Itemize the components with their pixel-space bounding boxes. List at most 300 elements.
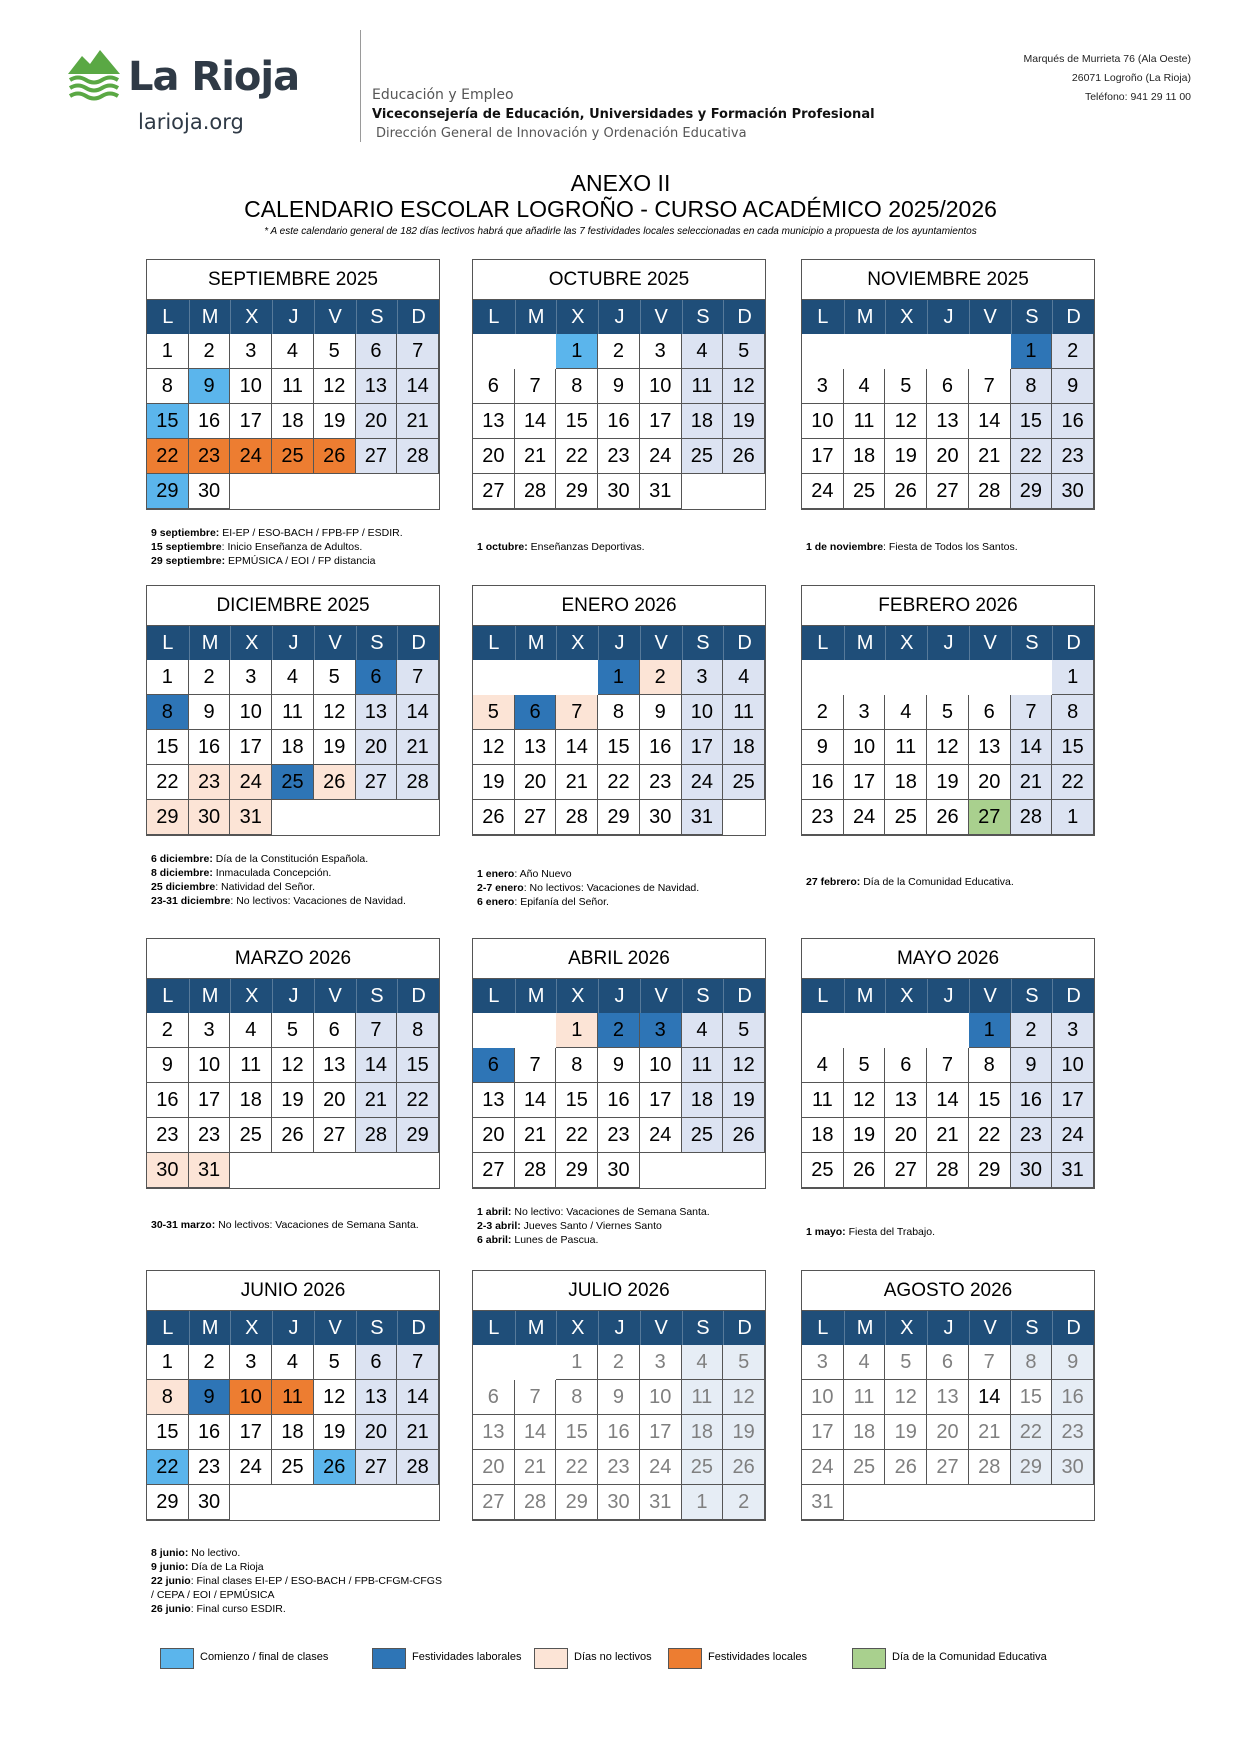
weekday-header [473, 626, 765, 660]
weekday-label: S [682, 300, 724, 334]
note-text: No lectivo: Vacaciones de Semana Santa. [511, 1206, 710, 1218]
day-cell: 4 [682, 1345, 724, 1380]
day-cell: 17 [230, 730, 272, 765]
day-cell: 7 [515, 1380, 557, 1415]
day-cell: 1 [147, 1345, 189, 1380]
note-line [151, 852, 443, 866]
day-cell: 13 [969, 730, 1011, 765]
day-cell: 22 [1011, 439, 1053, 474]
empty-cell [723, 800, 765, 835]
day-cell: 3 [189, 1013, 231, 1048]
day-cell: 28 [515, 1153, 557, 1188]
day-cell: 1 [969, 1013, 1011, 1048]
day-cell: 4 [885, 695, 927, 730]
day-cell: 31 [1052, 1153, 1094, 1188]
day-cell: 3 [640, 1345, 682, 1380]
day-cell: 28 [969, 474, 1011, 509]
day-cell: 18 [682, 404, 724, 439]
day-cell: 27 [473, 1485, 515, 1520]
note-date: 1 enero [477, 868, 515, 880]
day-cell: 30 [147, 1153, 189, 1188]
day-cell: 22 [556, 1450, 598, 1485]
day-cell: 28 [397, 439, 439, 474]
day-cell: 10 [230, 1380, 272, 1415]
month-title: NOVIEMBRE 2025 [802, 260, 1094, 300]
day-cell: 3 [802, 1345, 844, 1380]
day-cell: 16 [189, 730, 231, 765]
day-cell: 2 [189, 1345, 231, 1380]
weekday-label: M [844, 626, 886, 660]
day-cell: 14 [927, 1083, 969, 1118]
day-cell: 26 [844, 1153, 886, 1188]
weekday-label: X [885, 626, 927, 660]
day-cell: 9 [189, 695, 231, 730]
weekday-label: M [515, 979, 557, 1013]
day-cell: 25 [723, 765, 765, 800]
day-cell: 30 [189, 800, 231, 835]
day-cell: 22 [397, 1083, 439, 1118]
day-cell: 21 [397, 730, 439, 765]
day-cell: 4 [272, 334, 314, 369]
weekday-label: D [723, 300, 765, 334]
note-line [151, 1546, 443, 1560]
day-cell: 11 [802, 1083, 844, 1118]
day-cell: 23 [1052, 439, 1094, 474]
weekday-label: D [723, 979, 765, 1013]
note-line [477, 881, 769, 895]
day-cell: 6 [515, 695, 557, 730]
day-cell: 23 [189, 765, 231, 800]
day-cell: 23 [147, 1118, 189, 1153]
month-title: DICIEMBRE 2025 [147, 586, 439, 626]
day-cell: 28 [969, 1450, 1011, 1485]
day-cell: 27 [927, 1450, 969, 1485]
empty-cell [885, 1013, 927, 1048]
legend [0, 1648, 1241, 1672]
day-cell: 5 [314, 1345, 356, 1380]
day-cell: 20 [515, 765, 557, 800]
day-cell: 15 [147, 730, 189, 765]
day-cell: 24 [230, 765, 272, 800]
day-cell: 15 [1011, 404, 1053, 439]
day-cell: 1 [147, 334, 189, 369]
day-cell: 10 [682, 695, 724, 730]
note-line [151, 880, 443, 894]
month-calendar [472, 585, 766, 836]
day-cell: 18 [844, 1415, 886, 1450]
days-grid [802, 1013, 1094, 1188]
empty-cell [473, 1013, 515, 1048]
viceconsejeria: Viceconsejería de Educación, Universidades y Formación Profesional [372, 107, 875, 122]
note-date: 8 diciembre: [151, 867, 213, 879]
day-cell: 13 [356, 369, 398, 404]
day-cell: 7 [1011, 695, 1053, 730]
month-calendar [472, 1270, 766, 1521]
note-line [151, 1218, 443, 1232]
day-cell: 26 [723, 1450, 765, 1485]
note-line [151, 1560, 443, 1574]
day-cell: 28 [1011, 800, 1053, 835]
day-cell: 20 [885, 1118, 927, 1153]
day-cell: 1 [1052, 800, 1094, 835]
day-cell: 3 [640, 1013, 682, 1048]
weekday-label: M [515, 1311, 557, 1345]
day-cell: 12 [885, 404, 927, 439]
day-cell: 7 [969, 1345, 1011, 1380]
days-grid [473, 1345, 765, 1520]
days-grid [473, 660, 765, 835]
day-cell: 20 [314, 1083, 356, 1118]
day-cell: 14 [969, 404, 1011, 439]
page-subtitle: * A este calendario general de 182 días lectivos habrá que añadirle las 7 festividades locales seleccionadas en cada municipio a propuesta de los ayuntamientos [264, 226, 977, 237]
day-cell: 16 [598, 1415, 640, 1450]
day-cell: 4 [272, 660, 314, 695]
day-cell: 4 [802, 1048, 844, 1083]
day-cell: 25 [844, 1450, 886, 1485]
day-cell: 18 [723, 730, 765, 765]
empty-cell [844, 334, 886, 369]
weekday-header [802, 626, 1094, 660]
note-text: Inmaculada Concepción. [212, 867, 332, 879]
note-line [477, 1219, 769, 1233]
day-cell: 20 [927, 439, 969, 474]
day-cell: 6 [473, 1048, 515, 1083]
weekday-header [473, 979, 765, 1013]
day-cell: 25 [230, 1118, 272, 1153]
day-cell: 14 [556, 730, 598, 765]
day-cell: 13 [356, 1380, 398, 1415]
day-cell: 1 [1011, 334, 1053, 369]
day-cell: 21 [515, 1450, 557, 1485]
note-line [151, 894, 443, 908]
note-text: : Fiesta de Todos los Santos. [883, 541, 1018, 553]
legend-swatch [668, 1648, 702, 1669]
day-cell: 21 [927, 1118, 969, 1153]
empty-cell [682, 1153, 724, 1188]
day-cell: 28 [397, 765, 439, 800]
day-cell: 21 [397, 1415, 439, 1450]
note-text: EPMÚSICA / EOI / FP distancia [225, 555, 376, 567]
day-cell: 14 [1011, 730, 1053, 765]
day-cell: 16 [598, 404, 640, 439]
weekday-label: D [723, 626, 765, 660]
weekday-label: D [397, 626, 439, 660]
day-cell: 10 [640, 1048, 682, 1083]
empty-cell [356, 474, 398, 509]
day-cell: 15 [147, 1415, 189, 1450]
day-cell: 13 [473, 404, 515, 439]
empty-cell [802, 334, 844, 369]
weekday-label: V [640, 300, 682, 334]
day-cell: 15 [1052, 730, 1094, 765]
day-cell: 14 [397, 695, 439, 730]
day-cell: 3 [1052, 1013, 1094, 1048]
weekday-label: V [969, 300, 1011, 334]
day-cell: 13 [885, 1083, 927, 1118]
day-cell: 18 [844, 439, 886, 474]
empty-cell [515, 1013, 557, 1048]
legend-label: Festividades laborales [412, 1651, 522, 1663]
empty-cell [230, 474, 272, 509]
weekday-label: S [356, 1311, 398, 1345]
day-cell: 25 [844, 474, 886, 509]
note-line [151, 540, 443, 554]
month-calendar [472, 938, 766, 1189]
day-cell: 19 [723, 1415, 765, 1450]
day-cell: 14 [515, 1083, 557, 1118]
day-cell: 26 [473, 800, 515, 835]
day-cell: 17 [802, 439, 844, 474]
day-cell: 27 [356, 439, 398, 474]
day-cell: 15 [556, 404, 598, 439]
note-line [151, 554, 443, 568]
note-text: : No lectivos: Vacaciones de Navidad. [230, 895, 406, 907]
day-cell: 14 [969, 1380, 1011, 1415]
note-text: : Año Nuevo [514, 868, 572, 880]
day-cell: 23 [189, 439, 231, 474]
note-line [151, 1574, 443, 1602]
month-notes [806, 540, 1098, 554]
day-cell: 8 [556, 369, 598, 404]
day-cell: 21 [515, 1118, 557, 1153]
weekday-label: L [488, 1317, 500, 1339]
day-cell: 17 [640, 1415, 682, 1450]
weekday-label: J [598, 626, 640, 660]
day-cell: 8 [147, 695, 189, 730]
day-cell: 26 [314, 765, 356, 800]
month-calendar [146, 1270, 440, 1521]
weekday-label: J [598, 300, 640, 334]
day-cell: 5 [927, 695, 969, 730]
day-cell: 1 [556, 1013, 598, 1048]
day-cell: 28 [356, 1118, 398, 1153]
month-title: ENERO 2026 [473, 586, 765, 626]
day-cell: 8 [1011, 1345, 1053, 1380]
weekday-label: L [817, 306, 829, 328]
day-cell: 7 [969, 369, 1011, 404]
empty-cell [515, 1345, 557, 1380]
day-cell: 5 [723, 1345, 765, 1380]
day-cell: 19 [844, 1118, 886, 1153]
day-cell: 23 [1011, 1118, 1053, 1153]
month-title: AGOSTO 2026 [802, 1271, 1094, 1311]
month-notes [151, 526, 443, 568]
day-cell: 14 [397, 1380, 439, 1415]
weekday-label: M [189, 1311, 231, 1345]
weekday-label: L [488, 306, 500, 328]
empty-cell [272, 800, 314, 835]
day-cell: 16 [1052, 404, 1094, 439]
day-cell: 26 [885, 1450, 927, 1485]
day-cell: 6 [885, 1048, 927, 1083]
empty-cell [397, 800, 439, 835]
day-cell: 18 [682, 1083, 724, 1118]
day-cell: 26 [723, 439, 765, 474]
month-title: JULIO 2026 [473, 1271, 765, 1311]
day-cell: 13 [927, 1380, 969, 1415]
day-cell: 28 [515, 1485, 557, 1520]
empty-cell [473, 660, 515, 695]
day-cell: 24 [844, 800, 886, 835]
empty-cell [927, 1485, 969, 1520]
day-cell: 22 [147, 439, 189, 474]
month-title: SEPTIEMBRE 2025 [147, 260, 439, 300]
day-cell: 29 [147, 800, 189, 835]
day-cell: 20 [473, 1118, 515, 1153]
note-date: 23-31 diciembre [151, 895, 231, 907]
day-cell: 2 [598, 1345, 640, 1380]
month-calendar [146, 938, 440, 1189]
day-cell: 9 [598, 1048, 640, 1083]
day-cell: 9 [598, 369, 640, 404]
day-cell: 5 [885, 1345, 927, 1380]
day-cell: 7 [515, 1048, 557, 1083]
day-cell: 4 [272, 1345, 314, 1380]
month-title: OCTUBRE 2025 [473, 260, 765, 300]
day-cell: 11 [682, 1380, 724, 1415]
day-cell: 24 [640, 1450, 682, 1485]
day-cell: 29 [1011, 1450, 1053, 1485]
day-cell: 28 [397, 1450, 439, 1485]
day-cell: 12 [314, 695, 356, 730]
weekday-label: V [640, 1311, 682, 1345]
day-cell: 12 [844, 1083, 886, 1118]
day-cell: 21 [1011, 765, 1053, 800]
day-cell: 7 [397, 334, 439, 369]
weekday-header [802, 300, 1094, 334]
day-cell: 25 [272, 439, 314, 474]
day-cell: 12 [927, 730, 969, 765]
day-cell: 31 [682, 800, 724, 835]
weekday-label: D [397, 979, 439, 1013]
day-cell: 22 [147, 765, 189, 800]
month-notes [151, 1218, 443, 1232]
weekday-label: X [556, 626, 598, 660]
weekday-label: V [314, 626, 356, 660]
empty-cell [927, 334, 969, 369]
day-cell: 2 [802, 695, 844, 730]
weekday-label: J [927, 1311, 969, 1345]
day-cell: 8 [1011, 369, 1053, 404]
day-cell: 30 [189, 474, 231, 509]
month-notes [477, 540, 769, 554]
note-text: : Epifanía del Señor. [514, 896, 609, 908]
day-cell: 10 [802, 1380, 844, 1415]
day-cell: 25 [885, 800, 927, 835]
weekday-label: S [1011, 626, 1053, 660]
day-cell: 4 [844, 369, 886, 404]
day-cell: 20 [473, 1450, 515, 1485]
month-title: MAYO 2026 [802, 939, 1094, 979]
weekday-label: X [885, 1311, 927, 1345]
empty-cell [723, 474, 765, 509]
note-line [477, 867, 769, 881]
note-line [151, 866, 443, 880]
day-cell: 5 [272, 1013, 314, 1048]
day-cell: 20 [969, 765, 1011, 800]
weekday-label: M [844, 979, 886, 1013]
day-cell: 2 [640, 660, 682, 695]
day-cell: 4 [844, 1345, 886, 1380]
day-cell: 12 [723, 1048, 765, 1083]
empty-cell [682, 474, 724, 509]
weekday-label: V [640, 979, 682, 1013]
note-text: Jueves Santo / Viernes Santo [520, 1220, 662, 1232]
day-cell: 30 [640, 800, 682, 835]
weekday-header [147, 979, 439, 1013]
day-cell: 27 [473, 1153, 515, 1188]
direccion-general: Dirección General de Innovación y Ordenación Educativa [376, 126, 747, 141]
day-cell: 17 [802, 1415, 844, 1450]
day-cell: 30 [1052, 1450, 1094, 1485]
la-rioja-logo [66, 46, 300, 136]
day-cell: 23 [598, 439, 640, 474]
day-cell: 15 [556, 1415, 598, 1450]
day-cell: 4 [723, 660, 765, 695]
weekday-label: S [682, 1311, 724, 1345]
day-cell: 6 [927, 369, 969, 404]
phone-line: Teléfono: 941 29 11 00 [1084, 91, 1191, 103]
day-cell: 21 [556, 765, 598, 800]
note-date: 29 septiembre: [151, 555, 226, 567]
note-date: 1 de noviembre [806, 541, 884, 553]
day-cell: 17 [230, 404, 272, 439]
empty-cell [885, 660, 927, 695]
weekday-label: X [556, 300, 598, 334]
month-calendar [801, 938, 1095, 1189]
days-grid [473, 334, 765, 509]
day-cell: 26 [927, 800, 969, 835]
day-cell: 24 [230, 1450, 272, 1485]
day-cell: 11 [723, 695, 765, 730]
day-cell: 26 [314, 439, 356, 474]
day-cell: 3 [682, 660, 724, 695]
empty-cell [1052, 1485, 1094, 1520]
day-cell: 25 [682, 1450, 724, 1485]
note-text: Día de La Rioja [188, 1561, 264, 1573]
note-text: EI-EP / ESO-BACH / FPB-FP / ESDIR. [219, 527, 403, 539]
note-text: Día de la Constitución Española. [212, 853, 369, 865]
day-cell: 5 [314, 334, 356, 369]
weekday-label: X [230, 626, 272, 660]
empty-cell [515, 660, 557, 695]
day-cell: 7 [927, 1048, 969, 1083]
day-cell: 16 [598, 1083, 640, 1118]
weekday-label: S [1011, 300, 1053, 334]
day-cell: 11 [272, 369, 314, 404]
day-cell: 16 [1052, 1380, 1094, 1415]
day-cell: 13 [314, 1048, 356, 1083]
month-title: ABRIL 2026 [473, 939, 765, 979]
day-cell: 24 [1052, 1118, 1094, 1153]
note-date: 8 junio: [151, 1547, 189, 1559]
weekday-label: V [314, 300, 356, 334]
weekday-header [473, 300, 765, 334]
note-line [806, 875, 1098, 889]
day-cell: 12 [885, 1380, 927, 1415]
day-cell: 3 [230, 334, 272, 369]
day-cell: 31 [230, 800, 272, 835]
day-cell: 29 [598, 800, 640, 835]
day-cell: 7 [397, 1345, 439, 1380]
month-notes [477, 867, 769, 909]
day-cell: 6 [969, 695, 1011, 730]
day-cell: 5 [844, 1048, 886, 1083]
day-cell: 24 [802, 474, 844, 509]
day-cell: 10 [640, 369, 682, 404]
weekday-label: M [515, 626, 557, 660]
day-cell: 1 [556, 334, 598, 369]
